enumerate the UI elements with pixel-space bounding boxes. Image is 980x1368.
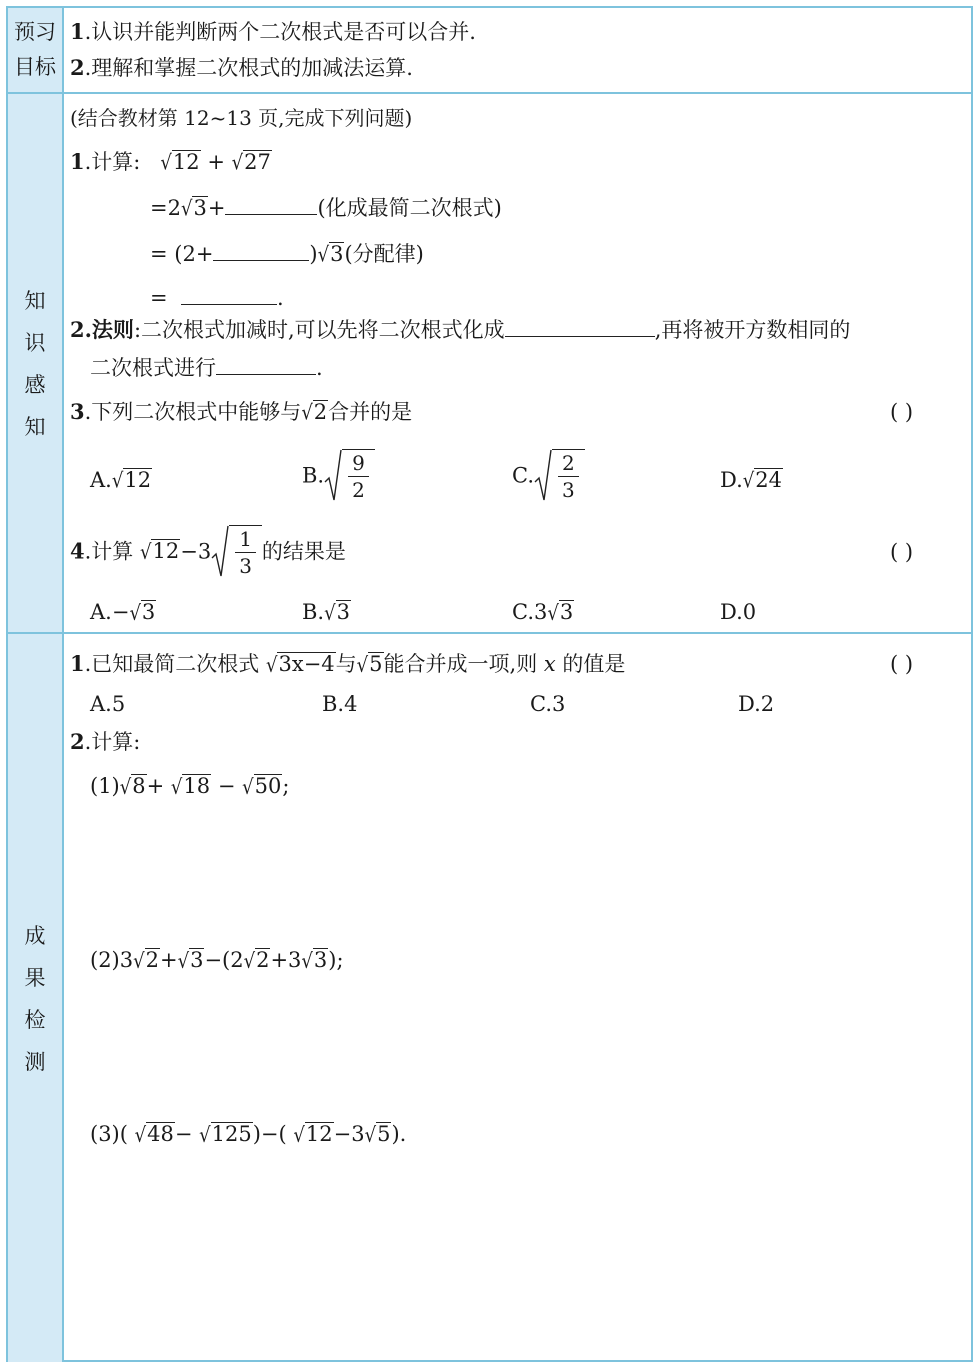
step-text: )	[309, 242, 318, 266]
option-letter: C.	[512, 463, 534, 488]
question-text: .计算	[84, 539, 134, 564]
question-text: ,再将被开方数相同的	[654, 318, 851, 342]
knowledge-label-char: 知	[24, 415, 46, 439]
goal-item-1	[70, 18, 476, 46]
part-label: (3)(	[90, 1122, 128, 1146]
variable: x	[543, 652, 556, 676]
answer-bracket[interactable]: ( )	[890, 540, 914, 564]
goals-label-line1: 预习	[14, 20, 56, 44]
divider	[8, 92, 971, 94]
radical: √2	[301, 400, 328, 426]
answer-blank[interactable]	[225, 196, 317, 215]
radical: √12	[160, 150, 200, 176]
operator: +	[146, 774, 165, 798]
operator: −(2	[204, 948, 244, 972]
results-label-char: 检	[24, 1008, 46, 1032]
radical: √24	[742, 468, 782, 494]
step-text: =	[150, 286, 168, 310]
answer-blank[interactable]	[505, 318, 655, 337]
radical: √48	[134, 1122, 174, 1148]
question-text: 二次根式进行	[90, 356, 216, 380]
goal-item-number: 1	[70, 19, 85, 44]
results-label-char: 测	[24, 1050, 46, 1074]
option-a[interactable]	[90, 466, 152, 496]
results-question-2	[70, 728, 140, 756]
option-b[interactable]	[302, 444, 375, 506]
operator: −3	[180, 539, 212, 564]
question-text: 与	[335, 652, 357, 676]
radical: √5	[356, 652, 383, 678]
answer-bracket[interactable]: ( )	[890, 400, 914, 424]
option-c[interactable]	[512, 598, 574, 628]
knowledge-step-2	[150, 240, 424, 270]
radical: √3x−4	[266, 652, 335, 678]
step-text: =2	[150, 196, 181, 220]
operator: +3	[270, 948, 302, 972]
radical: √3	[129, 600, 156, 626]
knowledge-label-char: 知	[24, 289, 46, 313]
question-text: 能合并成一项,则	[383, 652, 538, 676]
radical: √3	[180, 196, 207, 222]
option-letter: B.	[302, 600, 325, 624]
denominator: 3	[562, 477, 575, 502]
divider	[8, 632, 971, 634]
question-text: 的结果是	[261, 539, 346, 564]
option-c[interactable]: C.3	[530, 692, 566, 716]
radical: √3	[301, 948, 328, 974]
knowledge-step-3	[150, 284, 284, 312]
radical: √2	[243, 948, 270, 974]
radical: √8	[119, 774, 146, 800]
option-b[interactable]	[302, 598, 351, 628]
operator: −3	[333, 1122, 365, 1146]
question-number: 4	[70, 538, 85, 564]
denominator: 2	[352, 477, 365, 502]
operator: )−(	[252, 1122, 287, 1146]
goal-item-2	[70, 54, 413, 82]
question-number: 3	[70, 399, 85, 424]
fraction-radical	[324, 448, 375, 504]
numerator: 1	[235, 526, 256, 553]
step-text: = (2+	[150, 242, 214, 266]
knowledge-step-1	[150, 194, 502, 224]
results-question-1	[70, 650, 625, 680]
knowledge-question-3	[70, 398, 412, 428]
goals-label	[8, 8, 64, 92]
knowledge-label-char: 感	[24, 373, 46, 397]
operator: +	[207, 150, 225, 174]
option-letter: D.0	[720, 600, 757, 624]
radical: √27	[231, 150, 271, 176]
answer-blank[interactable]	[213, 242, 309, 261]
results-label-char: 成	[24, 924, 46, 948]
option-letter: A.−	[90, 600, 130, 624]
operator: +	[207, 196, 226, 220]
answer-blank[interactable]	[216, 356, 316, 375]
operator: −	[174, 1122, 193, 1146]
question-text: :二次根式加减时,可以先将二次根式化成	[133, 318, 505, 342]
question-number: 2	[70, 729, 85, 754]
denominator: 3	[239, 553, 252, 578]
worksheet-frame	[6, 6, 973, 1362]
numerator: 2	[558, 450, 579, 477]
option-letter: D.	[720, 468, 743, 492]
knowledge-label	[8, 92, 64, 634]
knowledge-question-2	[70, 316, 850, 344]
question-text: .已知最简二次根式	[84, 652, 260, 676]
option-a[interactable]: A.5	[90, 692, 126, 716]
goal-item-text: .认识并能判断两个二次根式是否可以合并.	[84, 20, 476, 44]
radical: √5	[364, 1122, 391, 1148]
part-label: (1)	[90, 774, 120, 798]
knowledge-question-2-cont	[90, 354, 323, 382]
knowledge-intro: (结合教材第 12~13 页,完成下列问题)	[70, 106, 413, 130]
radical: √2	[133, 948, 159, 974]
fraction-radical	[534, 448, 585, 504]
calc-part-3	[90, 1120, 406, 1150]
operator: ;	[282, 774, 290, 798]
question-text: .下列二次根式中能够与	[84, 400, 302, 424]
radical: √50	[242, 774, 282, 800]
operator: −	[217, 774, 236, 798]
part-label: (2)3	[90, 948, 134, 972]
radical: √3	[177, 948, 204, 974]
goal-item-number: 2	[70, 55, 85, 80]
question-number: 2	[70, 317, 85, 342]
option-letter: C.3	[512, 600, 548, 624]
option-a[interactable]	[90, 598, 156, 628]
question-number: 1	[70, 651, 85, 676]
results-label-char: 果	[24, 966, 46, 990]
goal-item-text: .理解和掌握二次根式的加减法运算.	[84, 56, 413, 80]
step-text: .	[276, 286, 284, 310]
radical: √125	[199, 1122, 252, 1148]
question-number: 1	[70, 149, 85, 174]
radical: √12	[140, 538, 180, 564]
radical: √12	[111, 468, 152, 494]
knowledge-label-char: 识	[24, 331, 46, 355]
radical: √3	[324, 600, 350, 626]
option-d[interactable]	[720, 466, 783, 496]
radical: √3	[547, 600, 574, 626]
operator: +	[159, 948, 178, 972]
knowledge-question-1	[70, 148, 272, 178]
question-text: 合并的是	[328, 400, 413, 424]
radical: √3	[317, 242, 344, 268]
step-note: (化成最简二次根式)	[317, 196, 502, 220]
operator: );	[328, 948, 344, 972]
question-text: .计算:	[84, 150, 141, 174]
calc-part-2	[90, 946, 344, 976]
radical: √18	[170, 774, 211, 800]
option-letter: A.	[90, 468, 112, 492]
results-label	[8, 634, 64, 1362]
option-letter: B.	[302, 463, 325, 488]
knowledge-question-4	[70, 520, 346, 583]
radical: √12	[293, 1122, 333, 1148]
question-text: 的值是	[562, 652, 626, 676]
option-d[interactable]	[720, 598, 756, 626]
operator: ).	[391, 1122, 407, 1146]
calc-part-1	[90, 772, 289, 802]
option-d[interactable]: D.2	[738, 692, 775, 716]
numerator: 9	[348, 450, 369, 477]
rule-label: .法则	[84, 317, 134, 342]
goals-label-line2: 目标	[14, 55, 56, 79]
question-text: .计算:	[84, 730, 141, 754]
step-note: (分配律)	[344, 242, 424, 266]
option-c[interactable]	[512, 444, 585, 506]
fraction-radical	[211, 524, 262, 580]
option-b[interactable]: B.4	[322, 692, 358, 716]
answer-blank[interactable]	[181, 286, 277, 305]
answer-bracket[interactable]: ( )	[890, 652, 914, 676]
question-text: .	[316, 356, 323, 380]
